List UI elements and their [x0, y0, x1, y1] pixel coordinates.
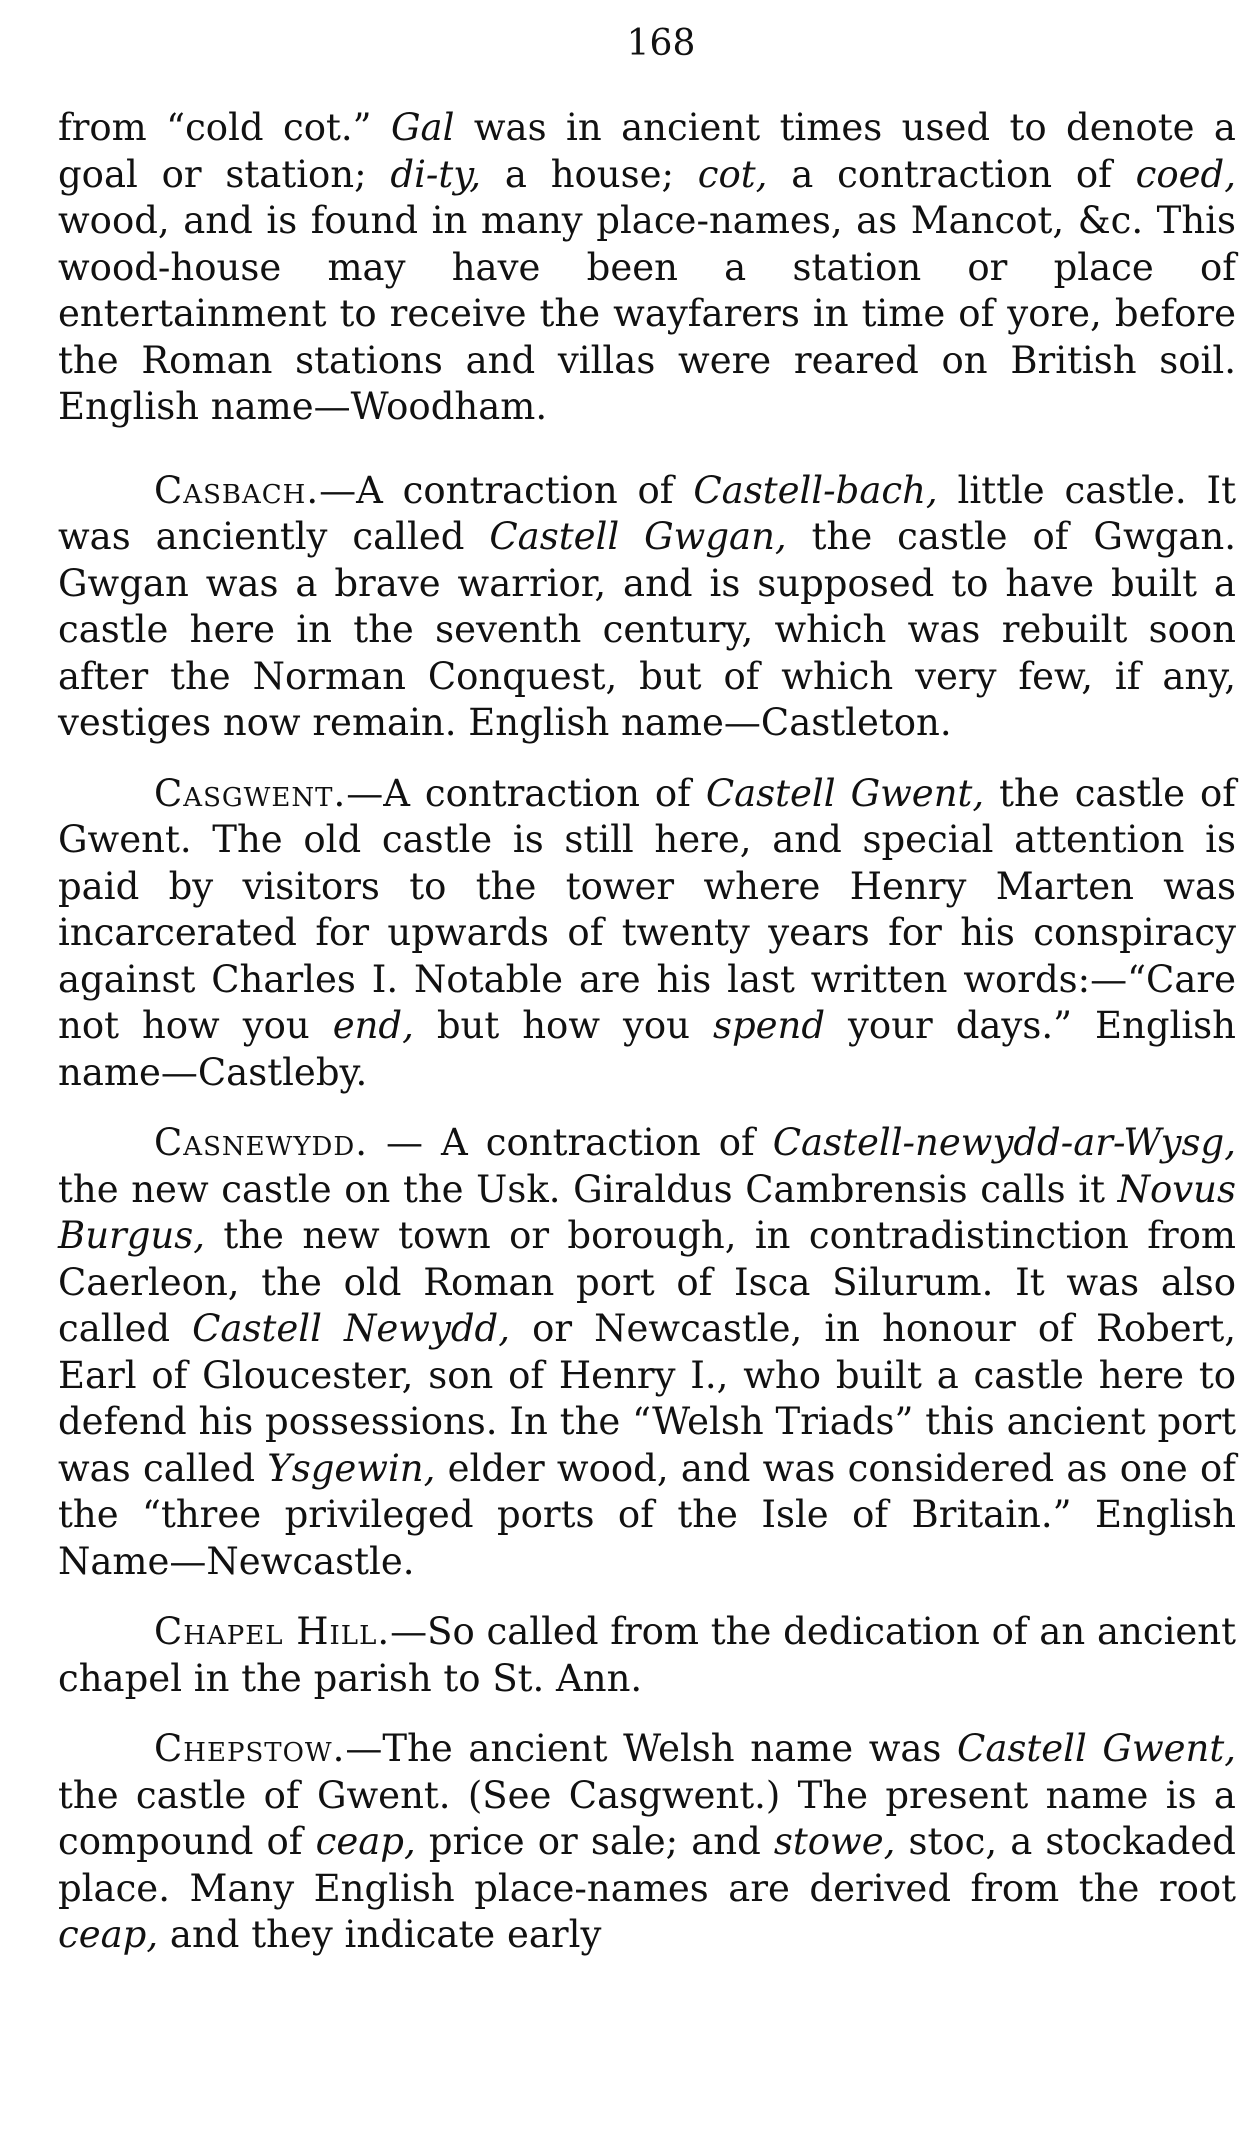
entry-text: Casnewydd. — A contraction of Castell-newydd-ar-Wysg, the new castle on the Usk. Giraldus Cambrensis calls it Novus Burgus, the new town or borough, in contradistinction from Caerleon, the old Roman port of Isca Silurum. It was also called Castell Newydd, or Newcastle, in honour of Robert, Earl of Gloucester, son of Henry I., who built a castle here to defend his possessions. In the “Welsh Triads” this ancient port was called Ysgewin, elder wood, and was considered as one of the “three privileged ports of the Isle of Britain.” English Name—Newcastle. — [58, 1121, 1236, 1583]
entry-text: Casgwent.—A contraction of Castell Gwent, the castle of Gwent. The old castle is still here, and special attention is paid by visitors to the tower where Henry Marten was incarcerated for upwards of twenty years for his conspiracy against Charles I. Notable are his last written words:—“Care not how you end, but how you spend your days.” English name—Castleby. — [58, 771, 1236, 1094]
entry-casgwent — [58, 771, 1236, 1097]
entry-text: Chepstow.—The ancient Welsh name was Castell Gwent, the castle of Gwent. (See Casgwent.) The present name is a compound of ceap, price or sale; and stowe, stoc, a stockaded place. Many English place-names are derived from the root ceap, and they indicate early — [58, 1727, 1236, 1956]
page — [58, 20, 1236, 1983]
entry-chepstow — [58, 1726, 1236, 1959]
page-number: 168 — [626, 23, 696, 64]
entry-heading: Chapel Hill. — [154, 1610, 391, 1653]
entry-heading: Chepstow. — [154, 1727, 346, 1770]
entry-text: Chapel Hill.—So called from the dedication of an ancient chapel in the parish to St. Ann. — [58, 1610, 1236, 1700]
entry-text: Casbach.—A contraction of Castell-bach, little castle. It was anciently called Castell Gwgan, the castle of Gwgan. Gwgan was a brave warrior, and is supposed to have built a castle here in the seventh century, which was rebuilt soon after the Norman Conquest, but of which very few, if any, vestiges now remain. English name—Castleton. — [58, 468, 1237, 744]
paragraph-woodham — [58, 105, 1236, 431]
entry-casbach — [58, 468, 1236, 747]
entry-heading: Casbach. — [154, 468, 320, 512]
paragraph-text: from “cold cot.” Gal was in ancient times used to denote a goal or station; di-ty, a house; cot, a contraction of coed, wood, and is found in many place-names, as Mancot, &c. This wood-house may have been a station or place of entertainment to receive the wayfarers in time of yore, before the Roman stations and villas were reared on British soil. English name—Woodham. — [58, 106, 1236, 428]
entry-chapel-hill — [58, 1609, 1236, 1702]
entry-casnewydd — [58, 1120, 1236, 1585]
entry-heading: Casgwent. — [154, 771, 347, 815]
entry-heading: Casnewydd. — [154, 1121, 368, 1164]
